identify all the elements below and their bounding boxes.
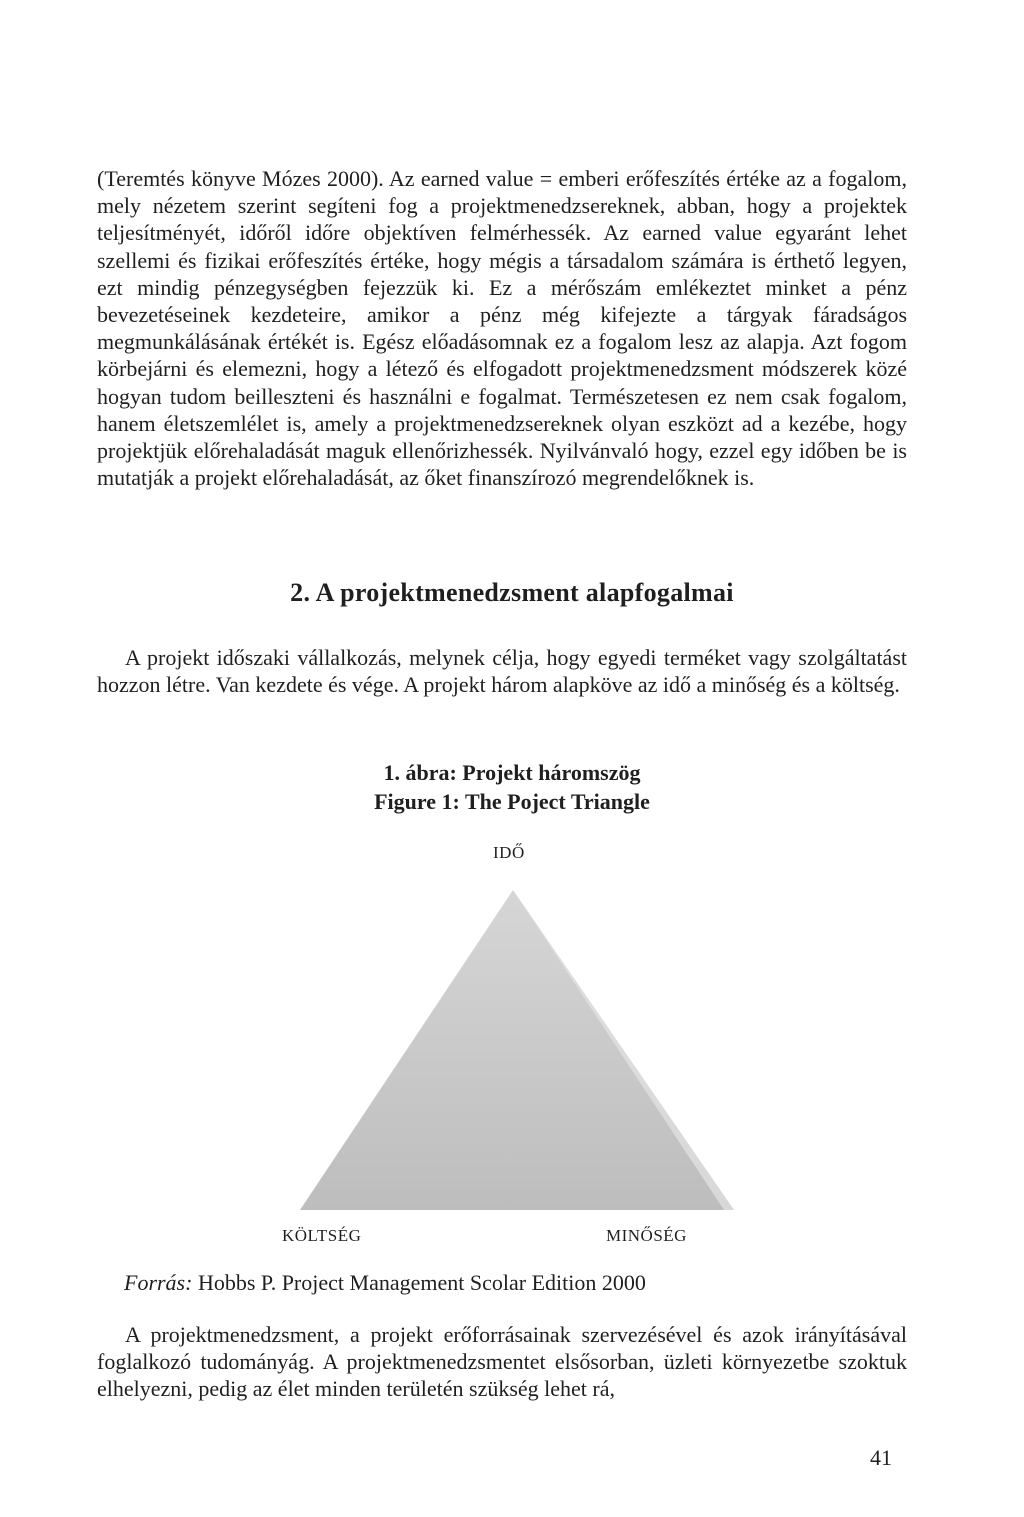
source-text: Hobbs P. Project Management Scolar Edition 2000: [192, 1270, 646, 1295]
page-number: 41: [870, 1445, 892, 1470]
figure-source: [124, 1270, 646, 1296]
intro-paragraph: (Teremtés könyve Mózes 2000). Az earned value = emberi erőfeszítés értéke az a fogalom, mely nézetem szerint segíteni fog a projektmenedzsereknek, abban, hogy a projektek teljesítményét, időről időre objektíven felmérhessék. Az earned value egyaránt lehet szellemi és fizikai erőfeszítés értéke, hogy mégis a társadalom számára is érthető legyen, ezt mindig pénzegységben fejezzük ki. Ez a mérőszám emlékeztet minket a pénz bevezetéseinek kezdeteire, amikor a pénz még kifejezte a tárgyak fáradságos megmunkálásának értékét is. Egész előadásomnak ez a fogalom lesz az alapja. Azt fogom körbejárni és elemezni, hogy a létező és elfogadott projektmenedzsment módszerek közé hogyan tudom beilleszteni és használni e fogalmat. Természetesen ez nem csak fogalom, hanem életszemlélet is, amely a projektmenedzsereknek olyan eszközt ad a kezébe, hogy projektjük előrehaladását maguk ellenőrizhessék. Nyilvánvaló hogy, ezzel egy időben be is mutatják a projekt előrehaladását, az őket finanszírozó megrendelőknek is.: [97, 166, 907, 491]
definition-paragraph: A projekt időszaki vállalkozás, melynek célja, hogy egyedi terméket vagy szolgáltatást hozzon létre. Van kezdete és vége. A projekt három alapköve az idő a minőség és a költség.: [97, 645, 907, 698]
triangle-label-time: IDŐ: [493, 843, 525, 862]
closing-paragraph: A projektmenedzsment, a projekt erőforrásainak szervezésével és azok irányításával foglalkozó tudományág. A projektmenedzsmentet elsősorban, üzleti környezetbe szoktuk elhelyezni, pedig az élet minden területén szükség lehet rá,: [97, 1322, 907, 1402]
source-label: Forrás:: [124, 1270, 193, 1295]
project-triangle-graphic: [270, 880, 750, 1220]
triangle-label-cost: KÖLTSÉG: [282, 1226, 362, 1245]
triangle-shape: [300, 890, 734, 1210]
figure-title-english: Figure 1: The Poject Triangle: [374, 789, 650, 814]
section-heading: 2. A projektmenedzsment alapfogalmai: [290, 578, 734, 607]
project-triangle: [270, 880, 750, 1220]
figure-title-hungarian: 1. ábra: Projekt háromszög: [383, 760, 641, 785]
triangle-label-quality: MINŐSÉG: [606, 1226, 687, 1245]
